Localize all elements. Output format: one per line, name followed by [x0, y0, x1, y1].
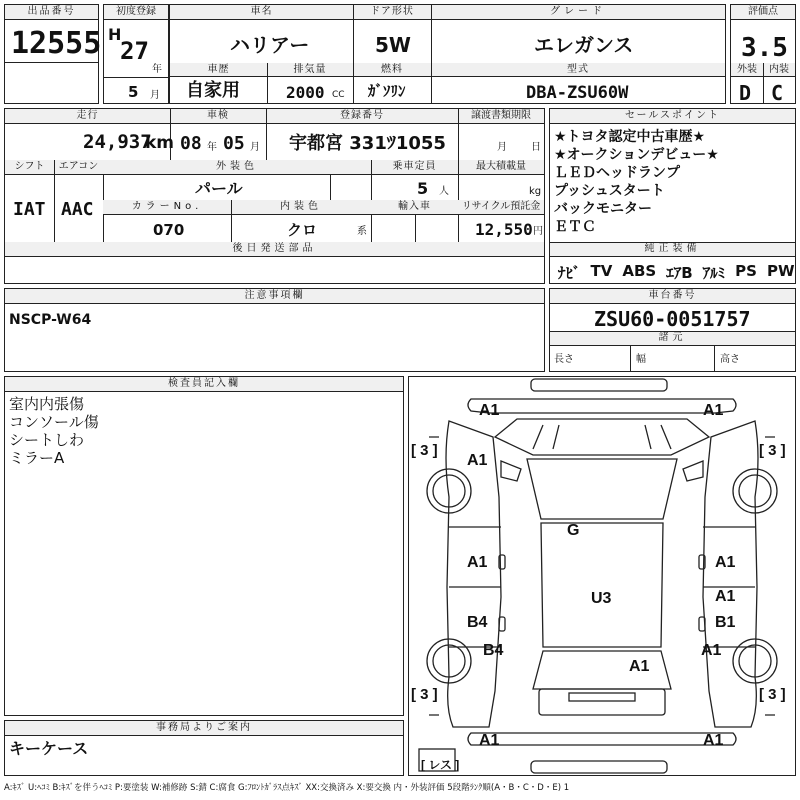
sales-point-item: バックモニター — [554, 201, 652, 217]
lot-number: 12555 — [11, 26, 102, 61]
lot-label: 出品番号 — [5, 5, 98, 20]
legend-text: A:ｷｽﾞ U:ﾍｺﾐ B:ｷｽﾞを伴うﾍｺﾐ P:要塗装 W:補修跡 S:錆 C:腐食 G:ﾌﾛﾝﾄｶﾞﾗｽ点ｷｽﾞ XX:交換済み X:要交換 内・外装評価 5段階ﾗﾝｸ順(A・B・C・D・E) 1 — [4, 783, 570, 793]
equipment-label: 純正装備 — [644, 243, 701, 254]
max-load-label: 最大積載量 — [476, 161, 526, 172]
score: 3.5 — [741, 33, 788, 63]
sales-points-list — [554, 128, 719, 236]
mark-rear-left-bumper: A1 — [479, 732, 500, 749]
interior-grade: C — [771, 81, 784, 105]
max-load-unit: kg — [529, 186, 542, 197]
year-unit: 年 — [152, 64, 162, 75]
inspector-line: シートしわ — [9, 431, 85, 449]
equipment-item: ﾅﾋﾞ — [558, 264, 581, 282]
int-color-unit: 系 — [357, 226, 367, 237]
sales-point-item: ＥＴＣ — [554, 219, 596, 235]
sales-point-item: ★トヨタ認定中古車歴★ — [554, 129, 706, 145]
header-section — [4, 4, 796, 104]
equipment-item: ｴｱB — [666, 264, 693, 282]
capacity-label: 乗車定員 — [392, 161, 437, 172]
shift-type: IAT — [13, 199, 46, 220]
mark-left-front-door: A1 — [467, 554, 488, 571]
car-diagram-box — [408, 376, 796, 776]
transfer-label: 譲渡書類期限 — [471, 110, 531, 121]
equipment-item: TV — [590, 262, 613, 280]
ext-color-label: 外装色 — [216, 161, 258, 172]
transfer-month-unit: 月 — [497, 142, 507, 153]
mileage-label: 走行 — [76, 110, 99, 121]
mark-left-quarter: B4 — [483, 642, 504, 659]
inspection-month: 05 — [223, 133, 245, 154]
color-no-label: カラーNo. — [131, 201, 203, 212]
plate-label: 登録番号 — [340, 110, 384, 121]
vehicle-details-box — [4, 108, 545, 284]
mileage-unit: km — [145, 133, 175, 153]
recycle-fee: 12,550 — [475, 220, 533, 239]
model-code: DBA-ZSU60W — [526, 83, 629, 103]
length-label: 長さ — [554, 354, 574, 365]
notes-box — [4, 288, 545, 372]
car-name-label: 車名 — [250, 6, 273, 17]
transfer-day-unit: 日 — [531, 142, 541, 153]
mark-left-rear-door: B4 — [467, 614, 488, 631]
tire-front-right: [ 3 ] — [759, 442, 786, 459]
inspection-year-unit: 年 — [207, 142, 217, 153]
import-label: 輸入車 — [398, 201, 431, 212]
grade-label: グレード — [550, 6, 606, 17]
notes-text: NSCP-W64 — [9, 312, 92, 328]
plate-number: 宇都宮 331ﾂ1055 — [289, 133, 446, 154]
ac-type: AAC — [61, 199, 94, 220]
mark-rear-right-bumper: A1 — [703, 732, 724, 749]
fuel-label: 燃料 — [381, 64, 403, 75]
fuel: ｶﾞｿﾘﾝ — [368, 82, 406, 100]
era-letter: H — [108, 25, 122, 44]
chassis-number: ZSU60-0051757 — [594, 307, 751, 331]
month-unit: 月 — [150, 90, 160, 101]
tire-front-left: [ 3 ] — [411, 442, 438, 459]
exterior-grade: D — [739, 81, 752, 105]
mark-windshield: G — [567, 522, 580, 539]
inspector-label: 検査員記入欄 — [5, 377, 403, 392]
inspector-line: 室内内張傷 — [9, 395, 85, 413]
mark-front-right-bumper: A1 — [703, 402, 724, 419]
history-label: 車歴 — [207, 64, 230, 75]
capacity-unit: 人 — [439, 186, 449, 197]
tire-rear-right: [ 3 ] — [759, 686, 786, 703]
sales-point-item: プッシュスタート — [554, 183, 665, 199]
color-number: 070 — [153, 221, 185, 239]
reg-month: 5 — [128, 83, 139, 101]
shift-label: シフト — [14, 161, 45, 172]
displacement: 2000 — [286, 83, 325, 102]
sales-point-item: ★オークションデビュー★ — [554, 147, 719, 163]
inspector-line: コンソール傷 — [9, 413, 99, 431]
width-label: 幅 — [636, 354, 646, 365]
sales-point-item: ＬＥＤヘッドランプ — [554, 165, 680, 181]
exterior-label: 外装 — [737, 64, 757, 75]
lot-box — [4, 4, 102, 104]
first-reg-label: 初度登録 — [104, 5, 168, 20]
int-color-label: 内装色 — [280, 201, 322, 212]
tire-rear-left: [ 3 ] — [411, 686, 438, 703]
equipment-list — [558, 262, 795, 283]
height-label: 高さ — [720, 354, 740, 365]
mark-rear-center: A1 — [629, 658, 650, 675]
mark-roof: U3 — [591, 590, 612, 607]
car-name: ハリアー — [230, 33, 310, 57]
car-history: 自家用 — [186, 80, 240, 101]
ac-label: エアコン — [58, 161, 99, 172]
office-text: キーケース — [9, 739, 89, 758]
spare-tire: [ レス ] — [421, 758, 460, 772]
mark-right-rear-door-upper: A1 — [715, 588, 736, 605]
mark-right-front-door: A1 — [715, 554, 736, 571]
notes-label: 注意事項欄 — [5, 289, 544, 304]
later-parts-label: 後日発送部品 — [232, 243, 317, 254]
equipment-item: PS — [735, 262, 757, 280]
inspector-lines — [9, 395, 99, 467]
mark-front-left-bumper: A1 — [479, 402, 500, 419]
car-diagram — [409, 377, 795, 775]
recycle-unit: 円 — [533, 226, 543, 237]
first-registration-box — [103, 4, 169, 104]
equipment-item: ABS — [622, 262, 657, 280]
mark-left-fender: A1 — [467, 452, 488, 469]
inspector-line: ミラーA — [9, 449, 65, 467]
model-label: 型式 — [567, 64, 589, 75]
inspection-year: 08 — [180, 133, 202, 154]
interior-label: 内装 — [769, 64, 789, 75]
displacement-label: 排気量 — [293, 64, 327, 75]
equipment-item: PW — [766, 262, 795, 280]
car-info-box — [169, 4, 726, 104]
equipment-item: ｱﾙﾐ — [702, 264, 726, 282]
mark-right-quarter: A1 — [701, 642, 722, 659]
sales-points-box — [549, 108, 796, 284]
grade: エレガンス — [534, 33, 634, 57]
inspection-month-unit: 月 — [250, 142, 260, 153]
mark-right-rear-door: B1 — [715, 614, 736, 631]
door-type: 5W — [375, 33, 411, 57]
mileage: 24,937 — [83, 131, 152, 153]
ext-color: パール — [195, 179, 243, 198]
capacity: 5 — [417, 179, 429, 198]
recycle-label: リサイクル預託金 — [461, 201, 541, 212]
chassis-label: 車台番号 — [550, 289, 795, 304]
int-color: クロ — [287, 221, 318, 239]
dims-label: 諸元 — [658, 332, 687, 343]
office-label: 事務局よりご案内 — [5, 721, 403, 736]
score-box — [730, 4, 796, 104]
sales-points-label: セールスポイント — [550, 109, 795, 124]
inspection-label: 車検 — [207, 110, 229, 121]
displacement-unit: CC — [332, 90, 345, 100]
chassis-box — [549, 288, 796, 372]
score-label: 評価点 — [731, 5, 795, 20]
inspector-box — [4, 376, 404, 716]
door-label: ドア形状 — [370, 6, 414, 17]
office-box — [4, 720, 404, 776]
reg-year: 27 — [120, 37, 149, 65]
